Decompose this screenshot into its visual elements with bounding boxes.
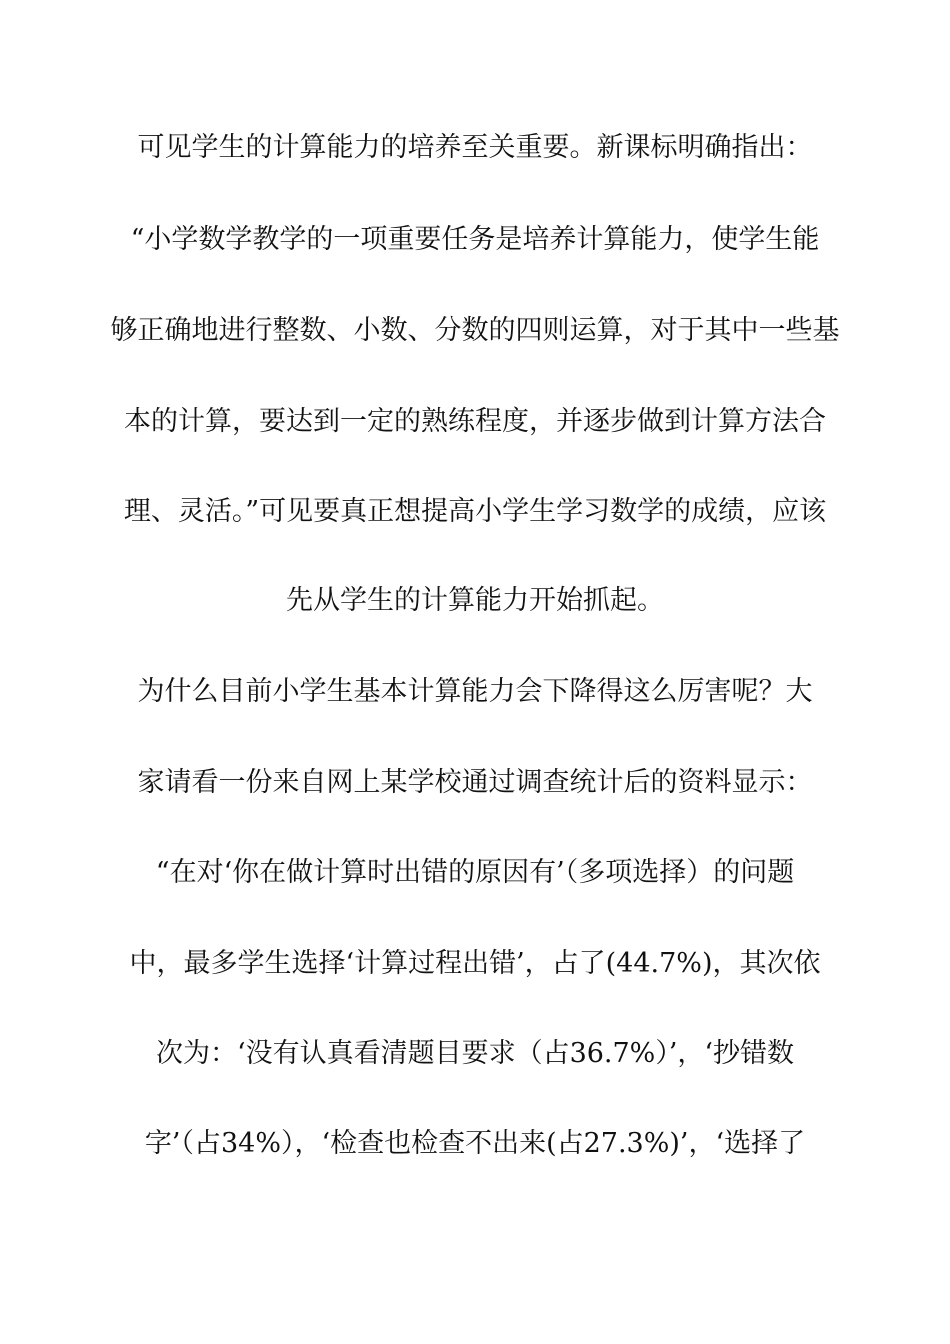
text-line: 为什么目前小学生基本计算能力会下降得这么厉害呢？大 xyxy=(137,676,813,707)
text-line: 可见学生的计算能力的培养至关重要。新课标明确指出： xyxy=(137,132,813,163)
text-line: 中，最多学生选择‘计算过程出错’，占了(44.7%)，其次依 xyxy=(129,948,821,979)
text-line: 够正确地进行整数、小数、分数的四则运算，对于其中一些基 xyxy=(110,315,840,346)
text-line: “小学数学教学的一项重要任务是培养计算能力，使学生能 xyxy=(130,224,820,255)
text-line: 本的计算，要达到一定的熟练程度，并逐步做到计算方法合 xyxy=(124,406,826,437)
text-line: 家请看一份来自网上某学校通过调查统计后的资料显示： xyxy=(137,767,813,798)
text-line: “在对‘你在做计算时出错的原因有’（多项选择）的问题 xyxy=(155,857,795,888)
text-line: 字’（占34%），‘检查也检查不出来(占27.3%)’，‘选择了 xyxy=(144,1128,806,1159)
text-line: 理、灵活。”可见要真正想提高小学生学习数学的成绩，应该 xyxy=(123,496,827,527)
text-line: 先从学生的计算能力开始抓起。 xyxy=(286,585,664,616)
text-line: 次为：‘没有认真看清题目要求（占36.7%）’，‘抄错数 xyxy=(155,1038,795,1069)
